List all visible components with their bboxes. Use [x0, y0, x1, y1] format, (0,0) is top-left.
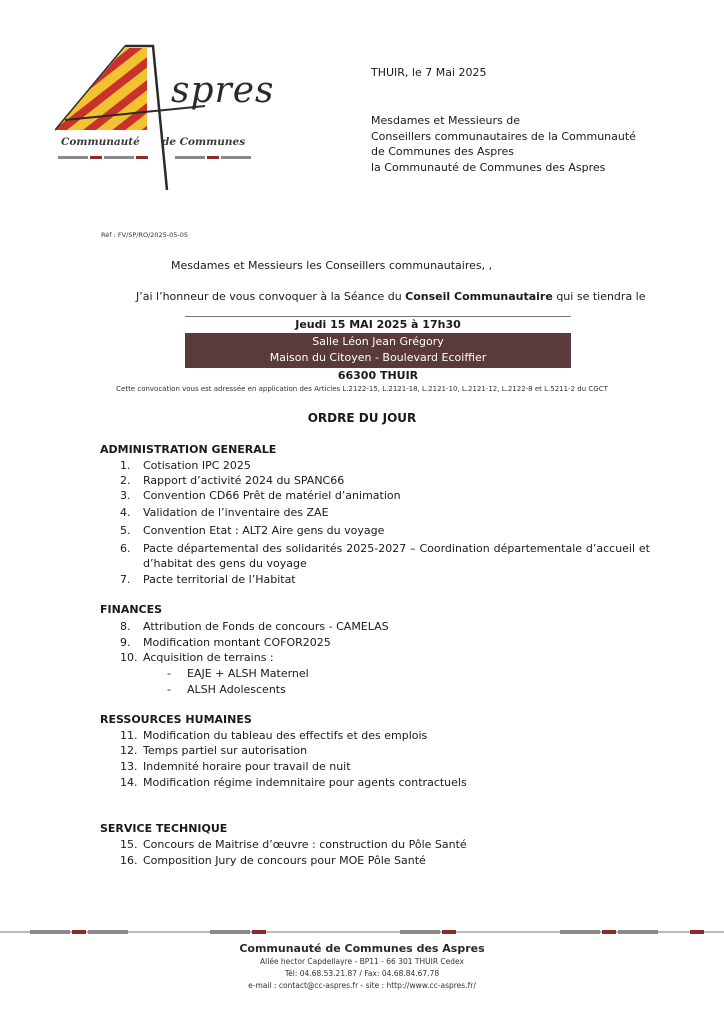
- item-number: 16.: [120, 854, 138, 867]
- meeting-location-box: [185, 333, 571, 368]
- item-text: Rapport d’activité 2024 du SPANC66: [143, 474, 345, 487]
- meeting-room: Salle Léon Jean Grégory: [312, 335, 444, 348]
- footer-address: Allée hector Capdellayre - BP11 - 66 301 THUIR Cedex: [260, 957, 464, 966]
- meeting-date: Jeudi 15 MAI 2025 à 17h30: [295, 318, 461, 331]
- item-text: Validation de l’inventaire des ZAE: [143, 506, 329, 519]
- reference: Réf : FV/SP/RO/2025-05-05: [101, 231, 189, 239]
- agenda-item: [120, 636, 331, 649]
- footer-contact: e-mail : contact@cc-aspres.fr - site : http://www.cc-aspres.fr/: [248, 981, 476, 990]
- section-finances-title: FINANCES: [100, 603, 163, 616]
- item-text: Modification montant COFOR2025: [143, 636, 331, 649]
- item-text: Pacte départemental des solidarités 2025-2027 – Coordination départementale d’accueil et d’habitat des gens du voyage: [143, 542, 650, 570]
- intro-bold: Conseil Communautaire: [405, 290, 553, 303]
- letter-date: THUIR, le 7 Mai 2025: [371, 66, 487, 79]
- section-tech-title: SERVICE TECHNIQUE: [100, 822, 228, 835]
- item-text: Modification régime indemnitaire pour agents contractuels: [143, 776, 467, 789]
- intro-after: qui se tiendra le: [552, 290, 646, 303]
- item-text: Indemnité horaire pour travail de nuit: [143, 760, 351, 773]
- item-text: Composition Jury de concours pour MOE Pôle Santé: [143, 854, 426, 867]
- intro-sentence: [136, 290, 646, 303]
- agenda-item: [120, 776, 467, 789]
- meeting-venue: Maison du Citoyen - Boulevard Ecoiffier: [269, 351, 487, 364]
- item-text: Attribution de Fonds de concours - CAMELAS: [143, 620, 389, 633]
- meeting-city: 66300 THUIR: [337, 369, 419, 382]
- agenda-item: [120, 620, 389, 633]
- agenda-item: [120, 459, 251, 472]
- recipient-line: de Communes des Aspres: [371, 145, 515, 158]
- item-text: Temps partiel sur autorisation: [143, 744, 308, 757]
- item-number: 8.: [120, 620, 131, 633]
- item-number: 10.: [120, 651, 138, 664]
- agenda-item: [120, 573, 296, 586]
- item-text: Pacte territorial de l’Habitat: [143, 573, 296, 586]
- section-rh-title: RESSOURCES HUMAINES: [100, 713, 252, 726]
- item-number: 14.: [120, 776, 138, 789]
- item-number: 1.: [120, 459, 131, 472]
- agenda-item: [120, 524, 384, 537]
- subitem-dash: -: [167, 683, 171, 696]
- item-text: Cotisation IPC 2025: [143, 459, 251, 472]
- footer-stripe: [0, 929, 724, 935]
- item-number: 13.: [120, 760, 138, 773]
- salutation: Mesdames et Messieurs les Conseillers communautaires, ,: [171, 259, 493, 272]
- aspres-logo: [55, 40, 275, 195]
- agenda-item: [120, 506, 329, 519]
- item-number: 12.: [120, 744, 138, 757]
- agenda-item: [120, 854, 426, 867]
- agenda-item: [120, 838, 467, 851]
- agenda-item: [120, 651, 274, 664]
- legal-notice: Cette convocation vous est adressée en application des Articles L.2122-15, L.2121-18, L.2121-10, L.2121-12, L.2122-8 et L.5211-2 du CGCT: [116, 385, 608, 393]
- item-text: Convention Etat : ALT2 Aire gens du voyage: [143, 524, 385, 537]
- item-number: 4.: [120, 506, 131, 519]
- agenda-subitem: [167, 683, 286, 696]
- item-text: Convention CD66 Prêt de matériel d’animation: [143, 489, 401, 502]
- recipient-line: Conseillers communautaires de la Communauté: [371, 129, 636, 143]
- item-number: 9.: [120, 636, 131, 649]
- item-number: 6.: [120, 542, 131, 555]
- subitem-dash: -: [167, 667, 171, 680]
- subitem-text: EAJE + ALSH Maternel: [187, 667, 309, 680]
- item-text: Modification du tableau des effectifs et des emplois: [143, 729, 428, 742]
- meeting-rule-top: [185, 316, 571, 317]
- agenda-item: [120, 489, 401, 502]
- item-number: 11.: [120, 729, 138, 742]
- logo-graphic: [55, 40, 270, 195]
- recipient-line: Mesdames et Messieurs de: [371, 114, 521, 127]
- item-number: 3.: [120, 489, 131, 502]
- recipient-line: la Communauté de Communes des Aspres: [371, 160, 606, 174]
- logo-left-text: Communauté: [61, 136, 140, 148]
- item-number: 15.: [120, 838, 138, 851]
- agenda-item: [120, 729, 427, 742]
- agenda-item: [120, 760, 351, 773]
- agenda-item: [120, 474, 344, 487]
- footer-phone: Tél: 04.68.53.21.87 / Fax: 04.68.84.67.78: [284, 969, 440, 978]
- agenda-subitem: [167, 667, 309, 680]
- section-admin-title: ADMINISTRATION GENERALE: [100, 443, 277, 456]
- item-number: 2.: [120, 474, 131, 487]
- agenda-title: ORDRE DU JOUR: [307, 411, 417, 425]
- subitem-text: ALSH Adolescents: [187, 683, 286, 696]
- item-number: 5.: [120, 524, 131, 537]
- intro-before: J’ai l’honneur de vous convoquer à la Séance du: [136, 290, 406, 303]
- logo-wordmark: spres: [171, 70, 275, 111]
- recipient-block: [371, 113, 636, 175]
- footer-org-name: Communauté de Communes des Aspres: [239, 942, 485, 955]
- item-text: Acquisition de terrains :: [143, 651, 274, 664]
- item-text: Concours de Maitrise d’œuvre : construction du Pôle Santé: [143, 838, 467, 851]
- logo-right-text: de Communes: [162, 136, 246, 148]
- item-number: 7.: [120, 573, 131, 586]
- agenda-item: [120, 744, 307, 757]
- agenda-item: [120, 542, 650, 571]
